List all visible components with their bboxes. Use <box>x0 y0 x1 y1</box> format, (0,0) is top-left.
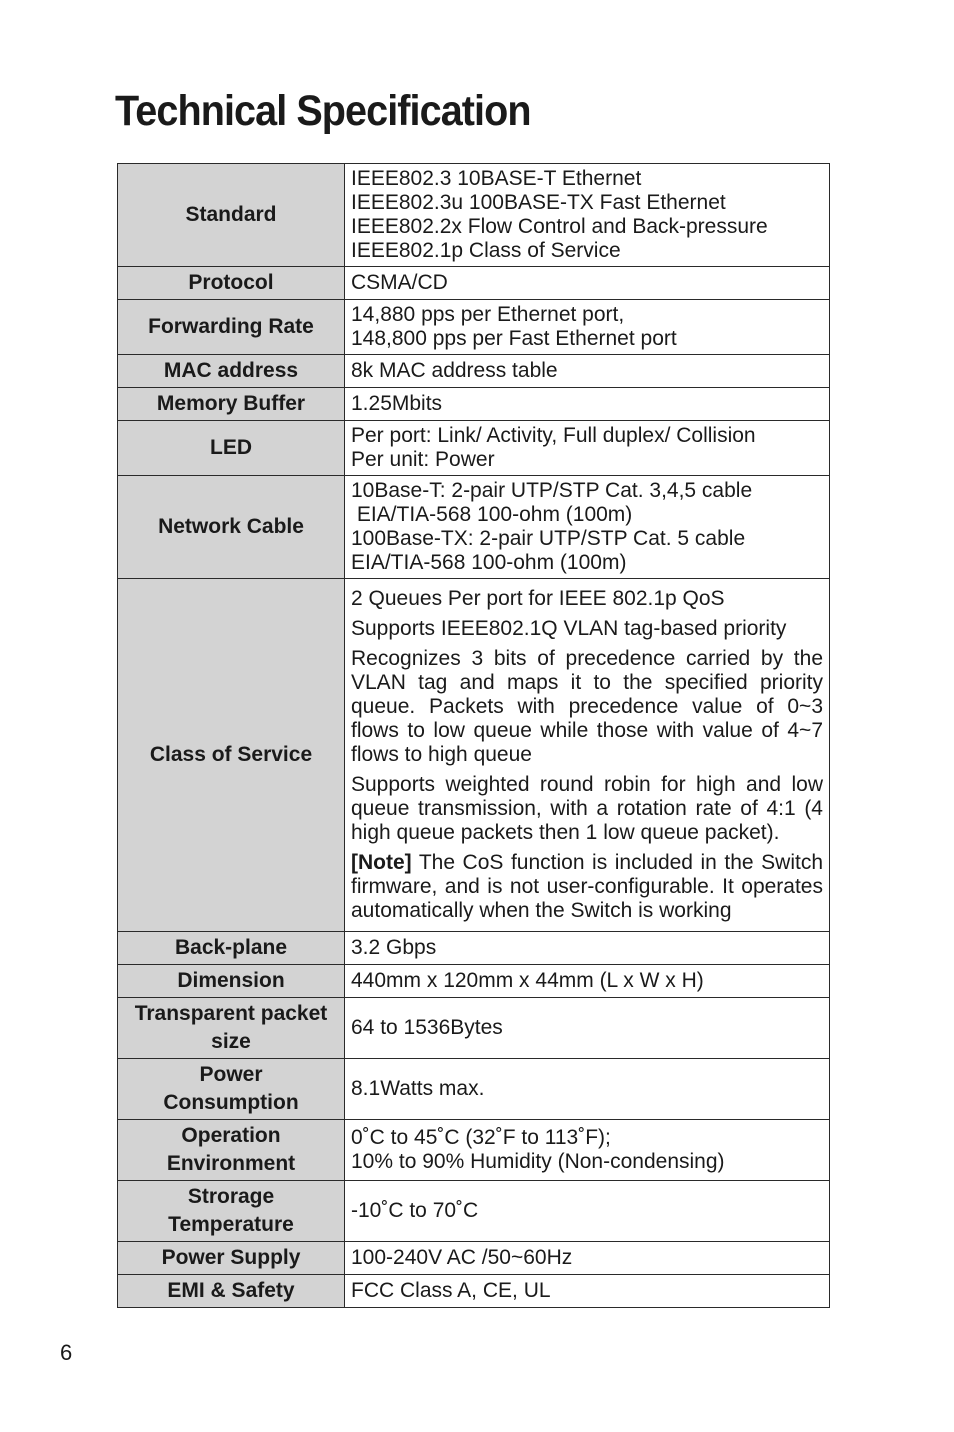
value-line: IEEE802.2x Flow Control and Back-pressure <box>351 215 768 238</box>
table-row <box>118 998 830 1059</box>
label-line: Environment <box>166 1152 296 1175</box>
row-label-power-supply: Power Supply <box>118 1242 345 1275</box>
table-row <box>118 476 830 579</box>
value-line: 0˚C to 45˚C (32˚F to 113˚F); <box>351 1126 611 1149</box>
note-paragraph <box>351 851 823 923</box>
table-row <box>118 1275 830 1308</box>
label-line: Strorage <box>187 1185 275 1208</box>
note-text: The CoS function is included in the Switch firmware, and is not user-configurable. It operates automatically when the Switch is working <box>351 851 823 922</box>
row-value-standard <box>345 164 830 267</box>
row-value-forwarding-rate <box>345 300 830 355</box>
row-value-operation-environment <box>345 1120 830 1181</box>
value-line: 10% to 90% Humidity (Non-condensing) <box>351 1150 725 1173</box>
label-line: Transparent packet <box>134 1002 328 1025</box>
row-label-forwarding-rate: Forwarding Rate <box>118 300 345 355</box>
row-label-back-plane: Back-plane <box>118 932 345 965</box>
row-label-dimension: Dimension <box>118 965 345 998</box>
row-label-protocol: Protocol <box>118 267 345 300</box>
row-value-protocol: CSMA/CD <box>345 267 830 300</box>
row-value-dimension: 440mm x 120mm x 44mm (L x W x H) <box>345 965 830 998</box>
row-value-network-cable <box>345 476 830 579</box>
value-line: IEEE802.3 10BASE-T Ethernet <box>351 167 642 190</box>
table-row <box>118 300 830 355</box>
row-label-mac-address: MAC address <box>118 355 345 388</box>
value-line: 148,800 pps per Fast Ethernet port <box>351 327 677 350</box>
spec-table <box>117 163 830 1308</box>
value-line: 14,880 pps per Ethernet port, <box>351 303 625 326</box>
note-tag: [Note] <box>351 851 412 874</box>
value-line: 10Base-T: 2-pair UTP/STP Cat. 3,4,5 cable <box>351 479 753 502</box>
table-row <box>118 965 830 998</box>
row-value-memory-buffer: 1.25Mbits <box>345 388 830 421</box>
row-label-network-cable: Network Cable <box>118 476 345 579</box>
value-line: 100Base-TX: 2-pair UTP/STP Cat. 5 cable <box>351 527 746 550</box>
row-label-led: LED <box>118 421 345 476</box>
label-line: Temperature <box>168 1213 294 1236</box>
value-line: IEEE802.1p Class of Service <box>351 239 621 262</box>
label-line: Consumption <box>163 1091 299 1114</box>
row-value-emi-safety: FCC Class A, CE, UL <box>345 1275 830 1308</box>
table-row <box>118 388 830 421</box>
value-line: EIA/TIA-568 100-ohm (100m) <box>351 551 627 574</box>
page-number: 6 <box>60 1340 73 1365</box>
row-label-standard: Standard <box>118 164 345 267</box>
table-row <box>118 267 830 300</box>
table-row <box>118 579 830 932</box>
label-line: Operation <box>181 1124 281 1147</box>
row-label-operation-environment <box>118 1120 345 1181</box>
value-line: Per port: Link/ Activity, Full duplex/ Collision <box>351 424 756 447</box>
row-value-power-consumption: 8.1Watts max. <box>345 1059 830 1120</box>
row-value-power-supply: 100-240V AC /50~60Hz <box>345 1242 830 1275</box>
row-value-led <box>345 421 830 476</box>
value-paragraph: Recognizes 3 bits of precedence carried by the VLAN tag and maps it to the specified priority queue. Packets with precedence value of 0~3 flows to low queue while those with value of 4~7 flows to high queue <box>351 647 823 766</box>
row-label-emi-safety: EMI & Safety <box>118 1275 345 1308</box>
row-label-transparent-packet-size <box>118 998 345 1059</box>
value-line: EIA/TIA-568 100-ohm (100m) <box>351 503 633 526</box>
row-label-storage-temperature <box>118 1181 345 1242</box>
label-line: size <box>211 1030 251 1053</box>
table-row <box>118 1181 830 1242</box>
table-row <box>118 164 830 267</box>
row-value-mac-address: 8k MAC address table <box>345 355 830 388</box>
table-row <box>118 355 830 388</box>
row-value-storage-temperature: -10˚C to 70˚C <box>345 1181 830 1242</box>
value-paragraph: Supports weighted round robin for high and low queue transmission, with a rotation rate of 4:1 (4 high queue packets then 1 low queue packet). <box>351 773 823 844</box>
value-paragraph: Supports IEEE802.1Q VLAN tag-based priority <box>351 617 787 640</box>
table-row <box>118 1059 830 1120</box>
table-row <box>118 932 830 965</box>
row-value-class-of-service <box>345 579 830 932</box>
row-label-memory-buffer: Memory Buffer <box>118 388 345 421</box>
value-paragraph: 2 Queues Per port for IEEE 802.1p QoS <box>351 587 725 610</box>
table-row <box>118 1120 830 1181</box>
value-line: IEEE802.3u 100BASE-TX Fast Ethernet <box>351 191 726 214</box>
row-value-transparent-packet-size: 64 to 1536Bytes <box>345 998 830 1059</box>
row-label-class-of-service: Class of Service <box>118 579 345 932</box>
table-row <box>118 421 830 476</box>
row-value-back-plane: 3.2 Gbps <box>345 932 830 965</box>
row-label-power-consumption <box>118 1059 345 1120</box>
table-row <box>118 1242 830 1275</box>
label-line: Power <box>199 1063 263 1086</box>
page-title: Technical Specification <box>115 87 531 135</box>
value-line: Per unit: Power <box>351 448 495 471</box>
